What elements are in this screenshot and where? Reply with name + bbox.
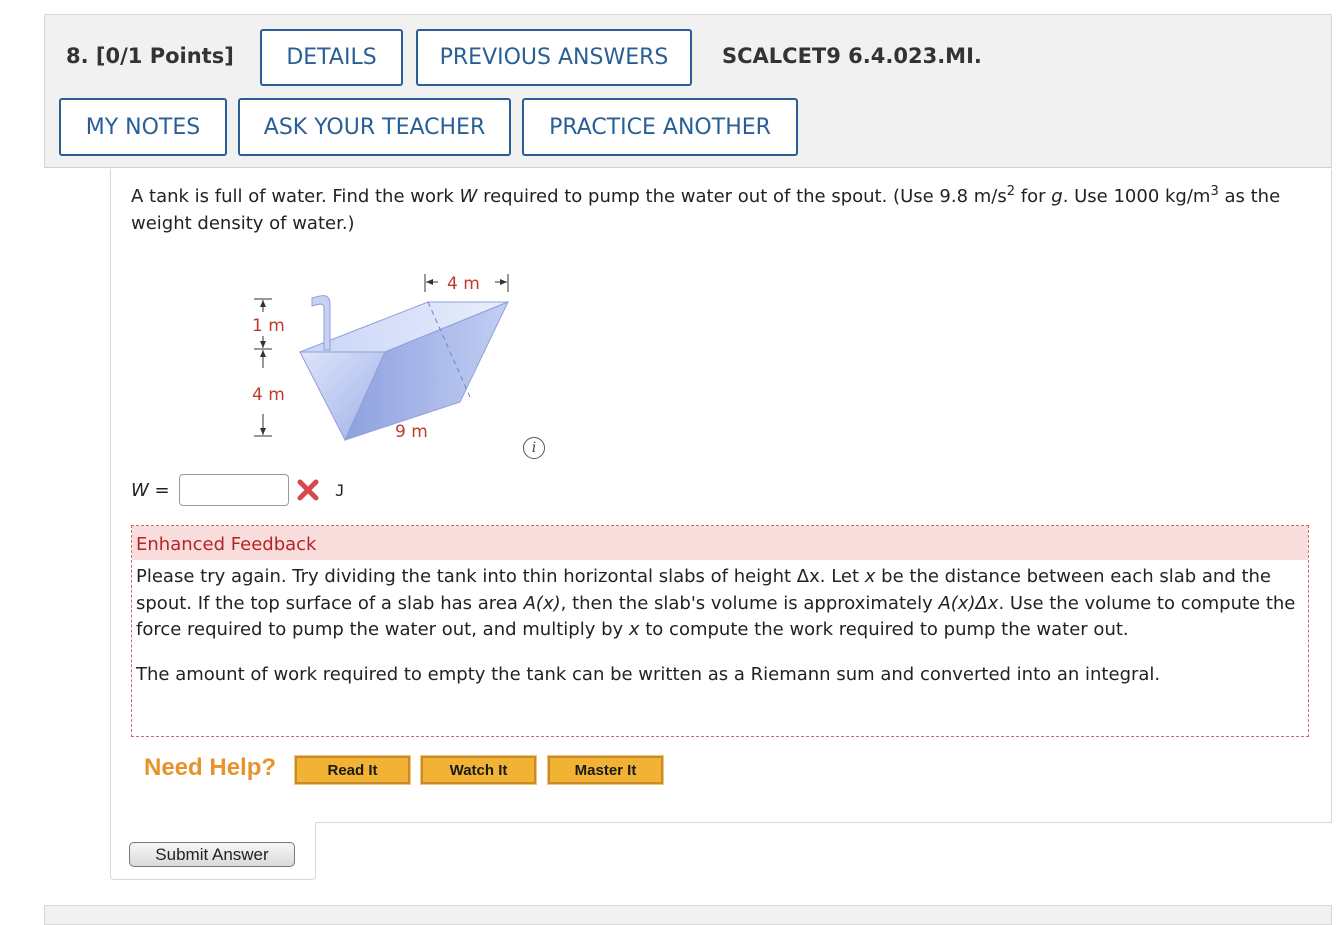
incorrect-icon: [295, 477, 321, 503]
spout-height-label: 1 m: [252, 316, 285, 336]
question-points-label: 8. [0/1 Points]: [66, 44, 234, 68]
enhanced-feedback: [131, 525, 1309, 737]
feedback-body: [132, 560, 1308, 688]
submit-answer-button[interactable]: Submit Answer: [129, 842, 295, 867]
length-label: 9 m: [395, 422, 428, 442]
answer-input[interactable]: [179, 474, 289, 506]
problem-statement: A tank is full of water. Find the work W required to pump the water out of the spout. (Use 9.8 $m/s^2$ for g. Use 1000 $kg/m^3$ as the weight density of water.): [131, 184, 1281, 234]
previous-answers-button[interactable]: PREVIOUS ANSWERS: [416, 29, 692, 86]
next-question-header: [44, 905, 1332, 925]
feedback-paragraph-2: The amount of work required to empty the tank can be written as a Riemann sum and converted into an integral.: [136, 663, 1161, 685]
ask-your-teacher-button[interactable]: ASK YOUR TEACHER: [238, 98, 511, 156]
watch-it-button[interactable]: Watch It: [421, 756, 536, 784]
master-it-button[interactable]: Master It: [548, 756, 663, 784]
answer-row: [131, 473, 345, 507]
details-button[interactable]: DETAILS: [260, 29, 403, 86]
need-help-label: Need Help?: [144, 754, 277, 781]
info-icon[interactable]: i: [523, 437, 545, 459]
spout: [312, 296, 330, 350]
answer-variable-label: W =: [131, 479, 170, 501]
top-width-dimension: [425, 274, 508, 294]
depth-label: 4 m: [252, 385, 285, 405]
my-notes-button[interactable]: MY NOTES: [59, 98, 227, 156]
tank-body: [300, 302, 508, 440]
read-it-button[interactable]: Read It: [295, 756, 410, 784]
problem-code: SCALCET9 6.4.023.MI.: [722, 44, 982, 68]
tank-diagram: [240, 262, 530, 457]
practice-another-button[interactable]: PRACTICE ANOTHER: [522, 98, 798, 156]
height-dimensions: [252, 299, 285, 436]
top-width-label: 4 m: [447, 274, 480, 294]
answer-unit: J: [335, 480, 345, 500]
feedback-title: Enhanced Feedback: [132, 526, 1308, 560]
feedback-paragraph-1: Please try again. Try dividing the tank into thin horizontal slabs of height Δx. Let x be the distance between each slab and the spout. If the top surface of a slab has area A(x), then the slab's volume is approximately A(x)Δx. Use the volume to compute the force required to pump the water out, and multiply by x to compute the work required to pump the water out.: [136, 566, 1296, 640]
